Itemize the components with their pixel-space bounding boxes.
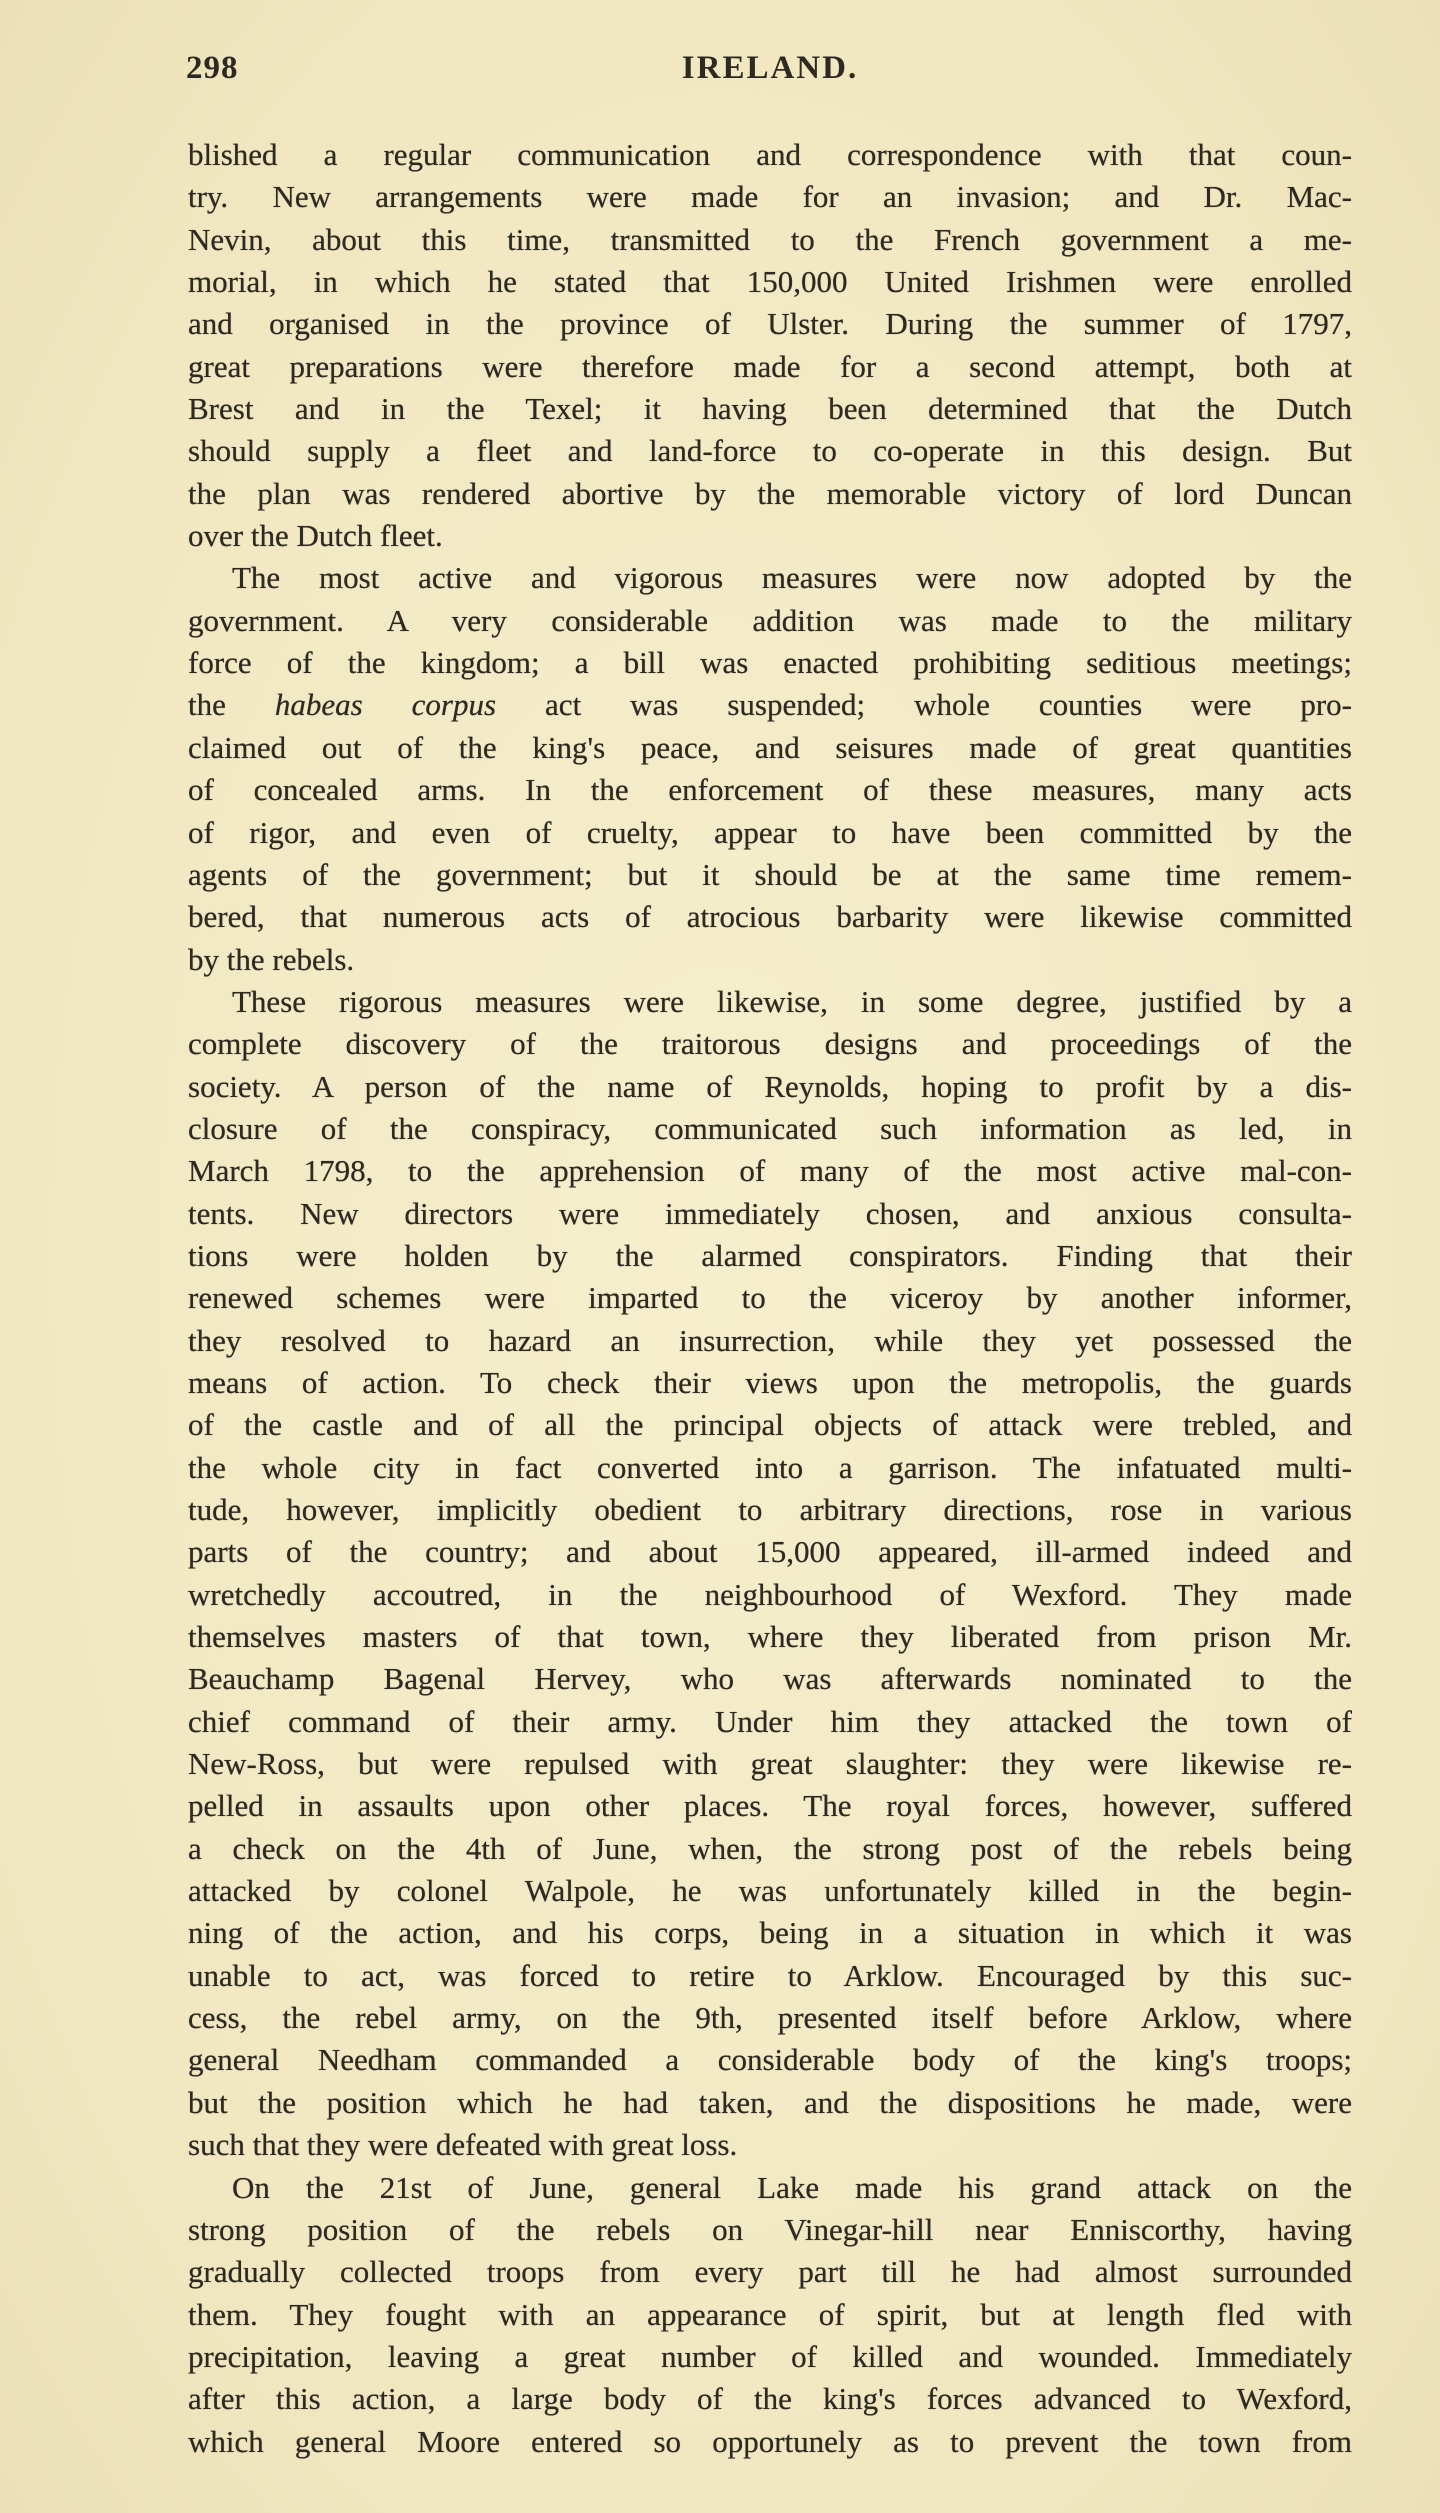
text-segment: society. A person of the name of Reynolds, hoping to profit by a dis-	[188, 1068, 1352, 1104]
text-line	[188, 1701, 1352, 1743]
text-line	[188, 430, 1352, 472]
text-line	[188, 2167, 1352, 2209]
text-segment: renewed schemes were imparted to the viceroy by another informer,	[188, 1280, 1352, 1316]
text-line	[188, 600, 1352, 642]
text-line	[188, 1362, 1352, 1404]
text-line	[188, 2039, 1352, 2081]
text-line	[188, 1658, 1352, 1700]
text-segment: These rigorous measures were likewise, in some degree, justified by a	[232, 983, 1352, 1019]
text-line	[188, 727, 1352, 769]
text-line	[188, 1828, 1352, 1870]
text-line	[188, 812, 1352, 854]
text-segment: complete discovery of the traitorous designs and proceedings of the	[188, 1026, 1352, 1062]
text-segment: morial, in which he stated that 150,000 United Irishmen were enrolled	[188, 264, 1352, 300]
text-segment: March 1798, to the apprehension of many of the most active mal-con-	[188, 1153, 1352, 1189]
text-segment: cess, the rebel army, on the 9th, presented itself before Arklow, where	[188, 2000, 1352, 2036]
text-line	[188, 1447, 1352, 1489]
text-line	[188, 1277, 1352, 1319]
text-line	[188, 134, 1352, 176]
text-line	[188, 1955, 1352, 1997]
text-segment: government. A very considerable addition was made to the military	[188, 602, 1352, 638]
text-line	[188, 1912, 1352, 1954]
text-segment: but the position which he had taken, and the dispositions he made, were	[188, 2084, 1352, 2120]
text-line	[188, 2378, 1352, 2420]
text-segment: of concealed arms. In the enforcement of these measures, many acts	[188, 772, 1352, 808]
text-line	[188, 1743, 1352, 1785]
text-line	[188, 1997, 1352, 2039]
text-line	[188, 473, 1352, 515]
text-segment: tions were holden by the alarmed conspirators. Finding that their	[188, 1237, 1352, 1273]
text-segment: blished a regular communication and correspondence with that coun-	[188, 137, 1352, 172]
text-line	[188, 388, 1352, 430]
text-segment: general Needham commanded a considerable body of the king's troops;	[188, 2042, 1352, 2078]
text-line	[188, 1023, 1352, 1065]
text-segment: tude, however, implicitly obedient to arbitrary directions, rose in various	[188, 1492, 1352, 1527]
text-segment: force of the kingdom; a bill was enacted prohibiting seditious meetings;	[188, 645, 1352, 681]
text-segment: of the castle and of all the principal objects of attack were trebled, and	[188, 1407, 1352, 1443]
text-line	[188, 1150, 1352, 1192]
text-segment: tents. New directors were immediately chosen, and anxious consulta-	[188, 1195, 1352, 1231]
text-segment: try. New arrangements were made for an invasion; and Dr. Mac-	[188, 179, 1352, 215]
text-line	[188, 896, 1352, 938]
text-line	[188, 854, 1352, 896]
text-segment: such that they were defeated with great loss.	[188, 2127, 738, 2163]
text-segment: a check on the 4th of June, when, the strong post of the rebels being	[188, 1830, 1352, 1866]
text-segment: attacked by colonel Walpole, he was unfortunately killed in the begin-	[188, 1873, 1352, 1909]
text-segment: unable to act, was forced to retire to Arklow. Encouraged by this suc-	[188, 1957, 1352, 1993]
text-line	[188, 2209, 1352, 2251]
text-segment: over the Dutch fleet.	[188, 518, 443, 554]
text-segment: closure of the conspiracy, communicated such information as led, in	[188, 1110, 1352, 1146]
text-line	[188, 1616, 1352, 1658]
text-segment: by the rebels.	[188, 941, 355, 977]
text-line	[188, 1066, 1352, 1108]
text-segment: them. They fought with an appearance of spirit, but at length fled with	[188, 2296, 1352, 2332]
text-segment: they resolved to hazard an insurrection, while they yet possessed the	[188, 1322, 1352, 1358]
text-segment: means of action. To check their views upon the metropolis, the guards	[188, 1364, 1352, 1400]
text-segment: Nevin, about this time, transmitted to the French government a me-	[188, 221, 1352, 257]
text-segment: parts of the country; and about 15,000 appeared, ill-armed indeed and	[188, 1534, 1352, 1570]
page-number: 298	[186, 50, 239, 86]
text-segment: great preparations were therefore made for a second attempt, both at	[188, 348, 1352, 384]
text-segment: of rigor, and even of cruelty, appear to have been committed by the	[188, 814, 1352, 850]
text-line	[188, 981, 1352, 1023]
text-line	[188, 2082, 1352, 2124]
text-line	[188, 642, 1352, 684]
text-line	[188, 684, 1352, 726]
text-line	[188, 939, 1352, 981]
text-line	[188, 1489, 1352, 1531]
text-line	[188, 557, 1352, 599]
text-segment: act was suspended; whole counties were pro-	[496, 687, 1352, 723]
italic-term: habeas corpus	[274, 687, 497, 723]
text-segment: On the 21st of June, general Lake made his grand attack on the	[232, 2169, 1352, 2205]
text-line	[188, 1870, 1352, 1912]
text-segment: themselves masters of that town, where they liberated from prison Mr.	[188, 1619, 1352, 1655]
text-segment: gradually collected troops from every part till he had almost surrounded	[188, 2254, 1352, 2290]
text-line	[188, 1193, 1352, 1235]
text-line	[188, 2124, 1352, 2166]
text-segment: after this action, a large body of the king's forces advanced to Wexford,	[188, 2381, 1352, 2417]
text-line	[188, 1320, 1352, 1362]
text-segment: agents of the government; but it should be at the same time remem-	[188, 856, 1352, 892]
text-line	[188, 2421, 1352, 2463]
text-segment: the	[188, 687, 275, 723]
text-segment: claimed out of the king's peace, and seisures made of great quantities	[188, 729, 1352, 765]
text-line	[188, 303, 1352, 345]
text-line	[188, 176, 1352, 218]
text-line	[188, 1785, 1352, 1827]
text-line	[188, 261, 1352, 303]
text-segment: which general Moore entered so opportunely as to prevent the town from	[188, 2423, 1352, 2459]
text-line	[188, 2336, 1352, 2378]
running-title: IRELAND.	[681, 50, 859, 86]
text-line	[188, 1108, 1352, 1150]
text-line	[188, 2251, 1352, 2293]
text-segment: The most active and vigorous measures were now adopted by the	[232, 560, 1352, 596]
text-segment: and organised in the province of Ulster. During the summer of 1797,	[188, 306, 1352, 342]
text-line	[188, 515, 1352, 557]
text-line	[188, 1404, 1352, 1446]
text-segment: wretchedly accoutred, in the neighbourhood of Wexford. They made	[188, 1576, 1352, 1612]
text-segment: Beauchamp Bagenal Hervey, who was afterwards nominated to the	[188, 1661, 1352, 1697]
text-segment: New-Ross, but were repulsed with great slaughter: they were likewise re-	[188, 1746, 1352, 1782]
text-segment: Brest and in the Texel; it having been determined that the Dutch	[188, 391, 1352, 427]
text-segment: precipitation, leaving a great number of killed and wounded. Immediately	[188, 2338, 1352, 2374]
text-line	[188, 1235, 1352, 1277]
text-segment: should supply a fleet and land-force to co-operate in this design. But	[188, 433, 1352, 469]
text-segment: the plan was rendered abortive by the memorable victory of lord Duncan	[188, 475, 1352, 511]
text-line	[188, 2294, 1352, 2336]
text-line	[188, 769, 1352, 811]
text-segment: pelled in assaults upon other places. The royal forces, however, suffered	[188, 1788, 1352, 1824]
text-line	[188, 1531, 1352, 1573]
body-text	[188, 134, 1352, 2463]
text-segment: ning of the action, and his corps, being in a situation in which it was	[188, 1915, 1352, 1951]
text-segment: chief command of their army. Under him they attacked the town of	[188, 1703, 1352, 1739]
text-line	[188, 346, 1352, 388]
text-segment: strong position of the rebels on Vinegar-hill near Enniscorthy, having	[188, 2211, 1352, 2247]
text-segment: the whole city in fact converted into a garrison. The infatuated multi-	[188, 1449, 1352, 1485]
text-line	[188, 1574, 1352, 1616]
text-line	[188, 219, 1352, 261]
text-segment: bered, that numerous acts of atrocious barbarity were likewise committed	[188, 899, 1352, 935]
